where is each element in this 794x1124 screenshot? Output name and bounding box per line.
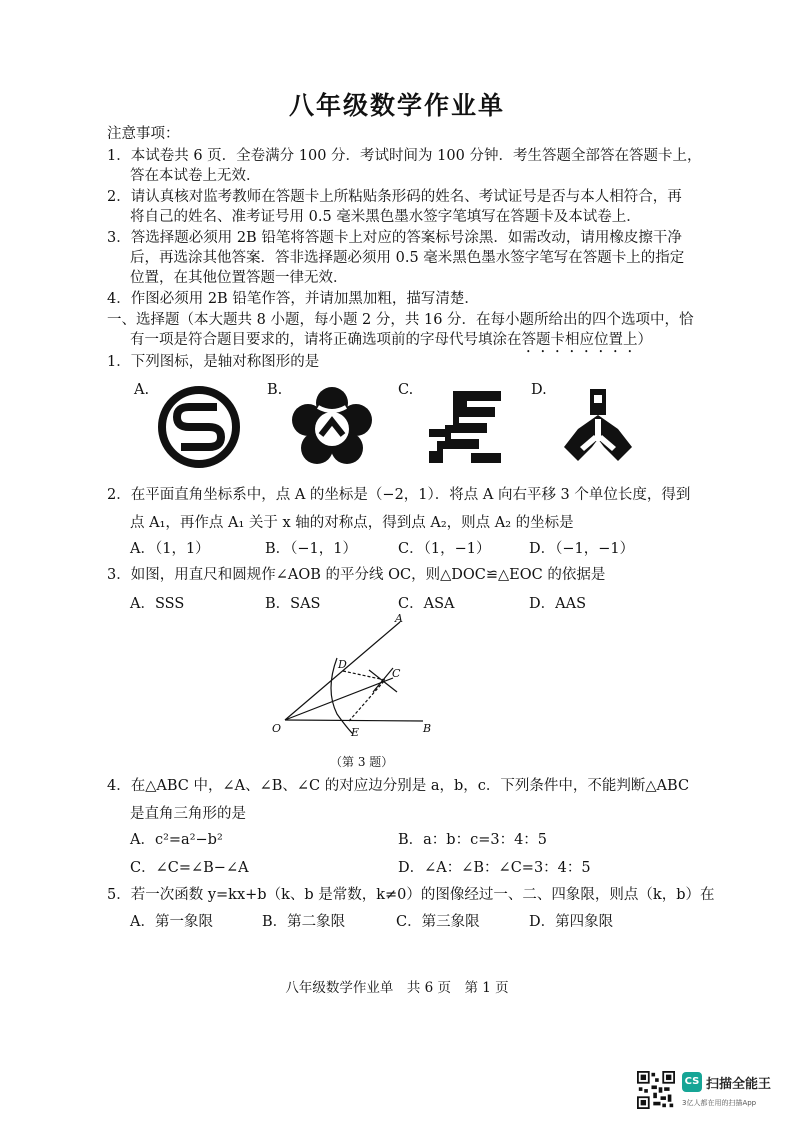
notice-item-3-line-2: 后，再选涂其他答案．答非选择题必须用 0.5 毫米黑色墨水签字笔写在答题卡上的指定 [130, 250, 685, 266]
notice-item-2-line-2: 将自己的姓名、准考证号用 0.5 毫米黑色墨水签字笔填写在答题卡及本试卷上． [130, 209, 641, 225]
q5-option-d: D．第四象限 [529, 914, 614, 930]
question-3-stem: 3．如图，用直尺和圆规作∠AOB 的平分线 OC，则△DOC≌△EOC 的依据是 [107, 567, 606, 583]
label-a: A [395, 612, 403, 625]
watermark-subtitle: 3亿人都在用的扫描App [682, 1099, 757, 1107]
page-title: 八年级数学作业单 [288, 91, 505, 120]
q4-option-d: D．∠A：∠B：∠C=3：4：5 [398, 860, 591, 876]
label-e: E [351, 726, 360, 739]
q3-option-a: A．SSS [130, 596, 185, 612]
label-o: O [272, 722, 282, 735]
notice-item-3-line-1: 3．答选择题必须用 2B 铅笔将答题卡上对应的答案标号涂黑．如需改动，请用橡皮擦干净 [107, 230, 682, 246]
notice-heading: 注意事项： [107, 126, 180, 142]
notice-item-1-line-2: 答在本试卷上无效． [130, 168, 261, 184]
q5-option-b: B．第二象限 [262, 914, 346, 930]
label-d: D [338, 658, 347, 671]
notice-item-1-line-1: 1．本试卷共 6 页．全卷满分 100 分．考试时间为 100 分钟．考生答题全部答在答题卡上， [107, 148, 702, 164]
q1-label-d: D. [531, 382, 547, 398]
q3-option-c: C．ASA [398, 596, 455, 612]
question-1-stem: 1．下列图标，是轴对称图形的是 [107, 354, 320, 370]
q1-label-c: C. [398, 382, 414, 398]
q4-option-c: C．∠C=∠B−∠A [130, 860, 249, 876]
question-5-stem: 5．若一次函数 y=kx+b（k、b 是常数，k≠0）的图像经过一、二、四象限，则点（k，b）在 [107, 887, 715, 903]
section-1-close: ） [637, 332, 652, 348]
camscanner-logo-icon: CS [682, 1072, 702, 1092]
q2-option-d: D．（−1，−1） [529, 541, 635, 557]
q5-option-c: C．第三象限 [396, 914, 480, 930]
trident-logo-icon [556, 385, 640, 469]
stepped-bank-logo-icon [423, 385, 507, 469]
q3-option-d: D．AAS [529, 596, 587, 612]
section-1-text: 有一项是符合题目要求的，请将正确选项前的字母代号填涂在 [130, 332, 522, 348]
segment-dc [343, 671, 385, 680]
notice-item-2-line-1: 2．请认真核对监考教师在答题卡上所粘贴条形码的姓名、考试证号是否与本人相符合，再 [107, 189, 682, 205]
q2-option-c: C．（1，−1） [398, 541, 491, 557]
arc-c-2 [373, 668, 393, 692]
page-footer: 八年级数学作业单 共 6 页 第 1 页 [285, 980, 509, 996]
q3-option-b: B．SAS [265, 596, 321, 612]
q2-option-a: A．（1，1） [130, 541, 210, 557]
watermark-name: 扫描全能王 [706, 1077, 772, 1092]
section-1-heading: 一、选择题（本大题共 8 小题，每小题 2 分，共 16 分．在每小题所给出的四个选项中，恰 [107, 312, 694, 328]
bank-s-logo-icon [157, 385, 241, 469]
q1-label-a: A. [134, 382, 150, 398]
notice-item-4: 4．作图必须用 2B 铅笔作答，并请加黑加粗，描写清楚． [107, 291, 479, 307]
ray-oa [285, 622, 400, 720]
notice-item-3-line-3: 位置，在其他位置答题一律无效． [130, 270, 348, 286]
flower-logo-icon [290, 385, 374, 469]
q4-option-a: A．c²=a²−b² [130, 832, 223, 848]
figure-3-caption: （第 3 题） [330, 755, 394, 769]
q4-option-b: B．a：b：c=3：4：5 [398, 832, 548, 848]
question-2-line-2: 点 A₁，再作点 A₁ 关于 x 轴的对称点，得到点 A₂，则点 A₂ 的坐标是 [130, 515, 574, 531]
q2-option-b: B．（−1，1） [265, 541, 358, 557]
q1-label-b: B. [267, 382, 283, 398]
section-1-emphasis: 答题卡相应位置上 [521, 332, 638, 348]
label-b: B [423, 722, 432, 735]
question-2-line-1: 2．在平面直角坐标系中，点 A 的坐标是（−2，1）．将点 A 向右平移 3 个单位长度，得到 [107, 487, 691, 503]
scanner-watermark [682, 1072, 788, 1114]
question-4-line-1: 4．在△ABC 中，∠A、∠B、∠C 的对应边分别是 a，b，c．下列条件中，不能判断△ABC [107, 778, 690, 794]
ray-ob [285, 720, 423, 721]
angle-bisector-figure [265, 610, 455, 750]
segment-ec [349, 680, 385, 721]
label-c: C [392, 667, 401, 680]
ray-oc [285, 678, 393, 720]
question-4-line-2: 是直角三角形的是 [130, 806, 246, 822]
q5-option-a: A．第一象限 [130, 914, 213, 930]
qr-code-icon [637, 1071, 675, 1109]
